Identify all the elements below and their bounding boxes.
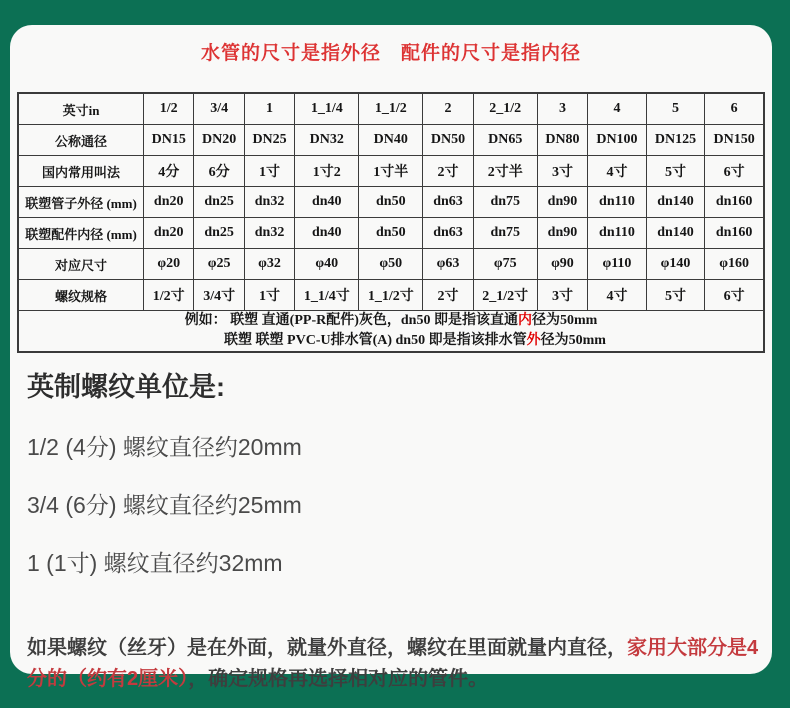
size-table-body [18, 93, 764, 352]
table-cell: dn20 [144, 187, 194, 218]
row-label: 对应尺寸 [18, 249, 144, 280]
table-row [18, 218, 764, 249]
table-cell: 2 [423, 93, 473, 125]
table-cell: dn63 [423, 187, 473, 218]
table-cell: 1寸半 [359, 156, 423, 187]
thread-item-three-quarter-inch: 3/4 (6分) 螺纹直径约25mm [27, 492, 302, 518]
table-cell: 1寸 [244, 280, 294, 311]
table-cell: 1_1/4寸 [295, 280, 359, 311]
table-cell: DN65 [473, 125, 537, 156]
table-cell: 1_1/2寸 [359, 280, 423, 311]
row-label: 英寸in [18, 93, 144, 125]
table-cell: dn20 [144, 218, 194, 249]
table-cell: DN20 [194, 125, 244, 156]
table-cell: 6寸 [705, 280, 764, 311]
table-cell: φ25 [194, 249, 244, 280]
table-cell: dn50 [359, 218, 423, 249]
table-cell: φ90 [537, 249, 587, 280]
row-label: 公称通径 [18, 125, 144, 156]
table-cell: DN32 [295, 125, 359, 156]
note-text-2: ，确定规格再选择相对应的管件。 [188, 668, 489, 690]
table-cell: 1/2寸 [144, 280, 194, 311]
example-line1-red-char: 内 [517, 313, 532, 328]
table-cell: dn160 [705, 218, 764, 249]
thread-section [10, 353, 772, 695]
table-cell: 1_1/2 [359, 93, 423, 125]
note-text-1: 如果螺纹（丝牙）是在外面，就量外直径，螺纹在里面就量内直径， [27, 637, 627, 659]
table-cell: dn25 [194, 218, 244, 249]
note-paragraph [27, 633, 765, 695]
table-cell: 3/4 [194, 93, 244, 125]
table-cell: dn140 [646, 218, 705, 249]
table-cell: dn40 [295, 218, 359, 249]
table-cell: dn50 [359, 187, 423, 218]
table-cell: dn110 [588, 187, 647, 218]
table-cell: 4寸 [588, 280, 647, 311]
table-cell: 5寸 [646, 156, 705, 187]
example-line1-suffix: 径为50mm [531, 313, 598, 328]
example-line2-text: 联塑 联塑 PVC-U排水管(A) dn50 即是指该排水管 [224, 333, 527, 348]
table-cell: 3/4寸 [194, 280, 244, 311]
table-cell: 1/2 [144, 93, 194, 125]
table-row [18, 187, 764, 218]
example-line1-text: 联塑 直通(PP-R配件)灰色，dn50 即是指该直通 [230, 313, 518, 328]
example-row [18, 311, 764, 353]
table-cell: φ40 [295, 249, 359, 280]
table-cell: dn75 [473, 187, 537, 218]
table-cell: dn90 [537, 187, 587, 218]
table-row [18, 93, 764, 125]
row-label: 联塑配件内径 (mm) [18, 218, 144, 249]
table-cell: dn140 [646, 187, 705, 218]
table-cell: 1寸 [244, 156, 294, 187]
table-cell: 4 [588, 93, 647, 125]
table-row [18, 156, 764, 187]
table-cell: 1寸2 [295, 156, 359, 187]
table-cell: 3 [537, 93, 587, 125]
table-cell: 6分 [194, 156, 244, 187]
table-cell: 4寸 [588, 156, 647, 187]
table-cell: 4分 [144, 156, 194, 187]
example-cell [18, 311, 764, 353]
table-cell: dn63 [423, 218, 473, 249]
table-cell: dn32 [244, 218, 294, 249]
table-cell: dn32 [244, 187, 294, 218]
table-cell: 2寸 [423, 280, 473, 311]
example-line-1 [23, 311, 759, 331]
table-row [18, 249, 764, 280]
example-line2-suffix: 径为50mm [540, 333, 606, 348]
note-red-text: 家用大部分是4分的（约有2厘米） [27, 637, 759, 690]
row-label: 螺纹规格 [18, 280, 144, 311]
content-card [10, 25, 772, 690]
table-cell: dn25 [194, 187, 244, 218]
table-cell: 6 [705, 93, 764, 125]
table-cell: 3寸 [537, 280, 587, 311]
row-label: 国内常用叫法 [18, 156, 144, 187]
table-cell: 2_1/2寸 [473, 280, 537, 311]
table-cell: DN40 [359, 125, 423, 156]
table-cell: φ160 [705, 249, 764, 280]
thread-item-one-inch: 1 (1寸) 螺纹直径约32mm [27, 550, 283, 576]
table-row [18, 125, 764, 156]
table-cell: 5 [646, 93, 705, 125]
example-line-2 [23, 331, 759, 351]
table-cell: dn40 [295, 187, 359, 218]
table-cell: φ32 [244, 249, 294, 280]
table-cell: DN125 [646, 125, 705, 156]
table-cell: 2_1/2 [473, 93, 537, 125]
table-cell: φ75 [473, 249, 537, 280]
table-cell: DN15 [144, 125, 194, 156]
table-cell: DN100 [588, 125, 647, 156]
table-cell: 5寸 [646, 280, 705, 311]
table-cell: dn160 [705, 187, 764, 218]
table-cell: φ20 [144, 249, 194, 280]
table-cell: DN150 [705, 125, 764, 156]
pipe-size-table [17, 92, 765, 353]
page-title: 水管的尺寸是指外径 配件的尺寸是指内径 [200, 43, 581, 64]
table-cell: 6寸 [705, 156, 764, 187]
thread-heading: 英制螺纹单位是: [27, 372, 225, 402]
table-cell: dn90 [537, 218, 587, 249]
table-cell: DN50 [423, 125, 473, 156]
table-row [18, 280, 764, 311]
table-cell: 2寸半 [473, 156, 537, 187]
table-cell: 1_1/4 [295, 93, 359, 125]
thread-item-half-inch: 1/2 (4分) 螺纹直径约20mm [27, 434, 302, 460]
table-cell: φ110 [588, 249, 647, 280]
table-cell: 2寸 [423, 156, 473, 187]
table-cell: 1 [244, 93, 294, 125]
example-prefix: 例如： [184, 313, 231, 328]
table-cell: φ63 [423, 249, 473, 280]
table-cell: φ140 [646, 249, 705, 280]
example-line2-red-char: 外 [526, 333, 541, 348]
row-label: 联塑管子外径 (mm) [18, 187, 144, 218]
table-cell: dn75 [473, 218, 537, 249]
table-cell: φ50 [359, 249, 423, 280]
table-cell: 3寸 [537, 156, 587, 187]
table-cell: DN25 [244, 125, 294, 156]
table-cell: dn110 [588, 218, 647, 249]
table-cell: DN80 [537, 125, 587, 156]
